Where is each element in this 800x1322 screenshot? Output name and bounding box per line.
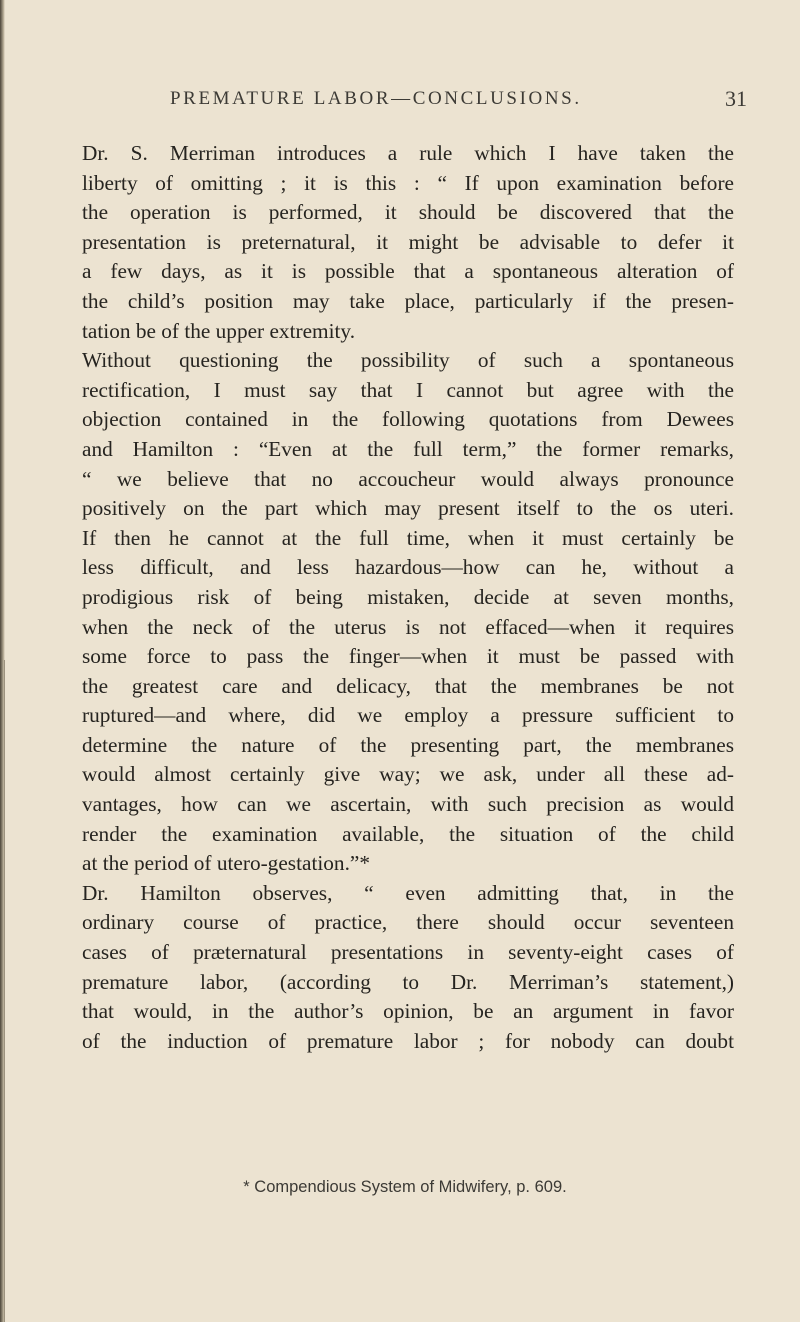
text-line: cases of prӕternatural presentations in seventy-eight cases of [82,940,734,965]
text-line: determine the nature of the presenting part, the membranes [82,732,734,757]
text-line: objection contained in the following quotations from Dewees [82,407,734,432]
footnote: * Compendious System of Midwifery, p. 609. [243,1178,567,1196]
text-line: at the period of utero-gestation.”* [82,851,370,876]
text-line: the greatest care and delicacy, that the membranes be not [82,673,734,698]
text-line: liberty of omitting ; it is this : “ If upon examination before [82,170,734,195]
text-line: that would, in the author’s opinion, be an argument in favor [82,999,734,1024]
text-line: ordinary course of practice, there should occur seventeen [82,910,734,935]
text-line: Dr. S. Merriman introduces a rule which I have taken the [82,141,734,165]
text-line: vantages, how can we ascertain, with such precision as would [82,792,734,817]
text-line: when the neck of the uterus is not effaced—when it requires [82,614,734,639]
text-line: render the examination available, the situation of the child [82,821,734,846]
text-line: the operation is performed, it should be discovered that the [82,200,734,225]
text-line: presentation is preternatural, it might be advisable to defer it [82,229,734,254]
text-line: “ we believe that no accoucheur would always pronounce [82,466,734,491]
text-line: Dr. Hamilton observes, “ even admitting that, in the [82,880,734,905]
page-header [0,88,800,120]
text-line: premature labor, (according to Dr. Merriman’s statement,) [82,969,734,994]
running-head: PREMATURE LABOR—CONCLUSIONS. [170,88,582,109]
page-number: 31 [725,86,747,111]
text-line: the child’s position may take place, particularly if the presen- [82,288,734,313]
text-line: If then he cannot at the full time, when it must certainly be [82,525,734,550]
text-line: positively on the part which may present itself to the os uteri. [82,496,734,521]
text-line: a few days, as it is possible that a spontaneous alteration of [82,259,734,284]
text-line: rectification, I must say that I cannot but agree with the [82,377,734,402]
body-text [82,139,734,1056]
text-line: of the induction of premature labor ; for nobody can doubt [82,1028,734,1053]
text-line: would almost certainly give way; we ask, under all these ad- [82,762,734,787]
text-line: ruptured—and where, did we employ a pressure sufficient to [82,703,734,728]
text-line: some force to pass the finger—when it must be passed with [82,644,734,669]
text-line: and Hamilton : “Even at the full term,” the former remarks, [82,436,734,461]
text-line: prodigious risk of being mistaken, decide at seven months, [82,584,734,609]
gutter-line [4,660,5,1322]
text-line: tation be of the upper extremity. [82,318,356,343]
text-line: Without questioning the possibility of such a spontaneous [82,348,734,373]
text-line: less difficult, and less hazardous—how can he, without a [82,555,734,580]
